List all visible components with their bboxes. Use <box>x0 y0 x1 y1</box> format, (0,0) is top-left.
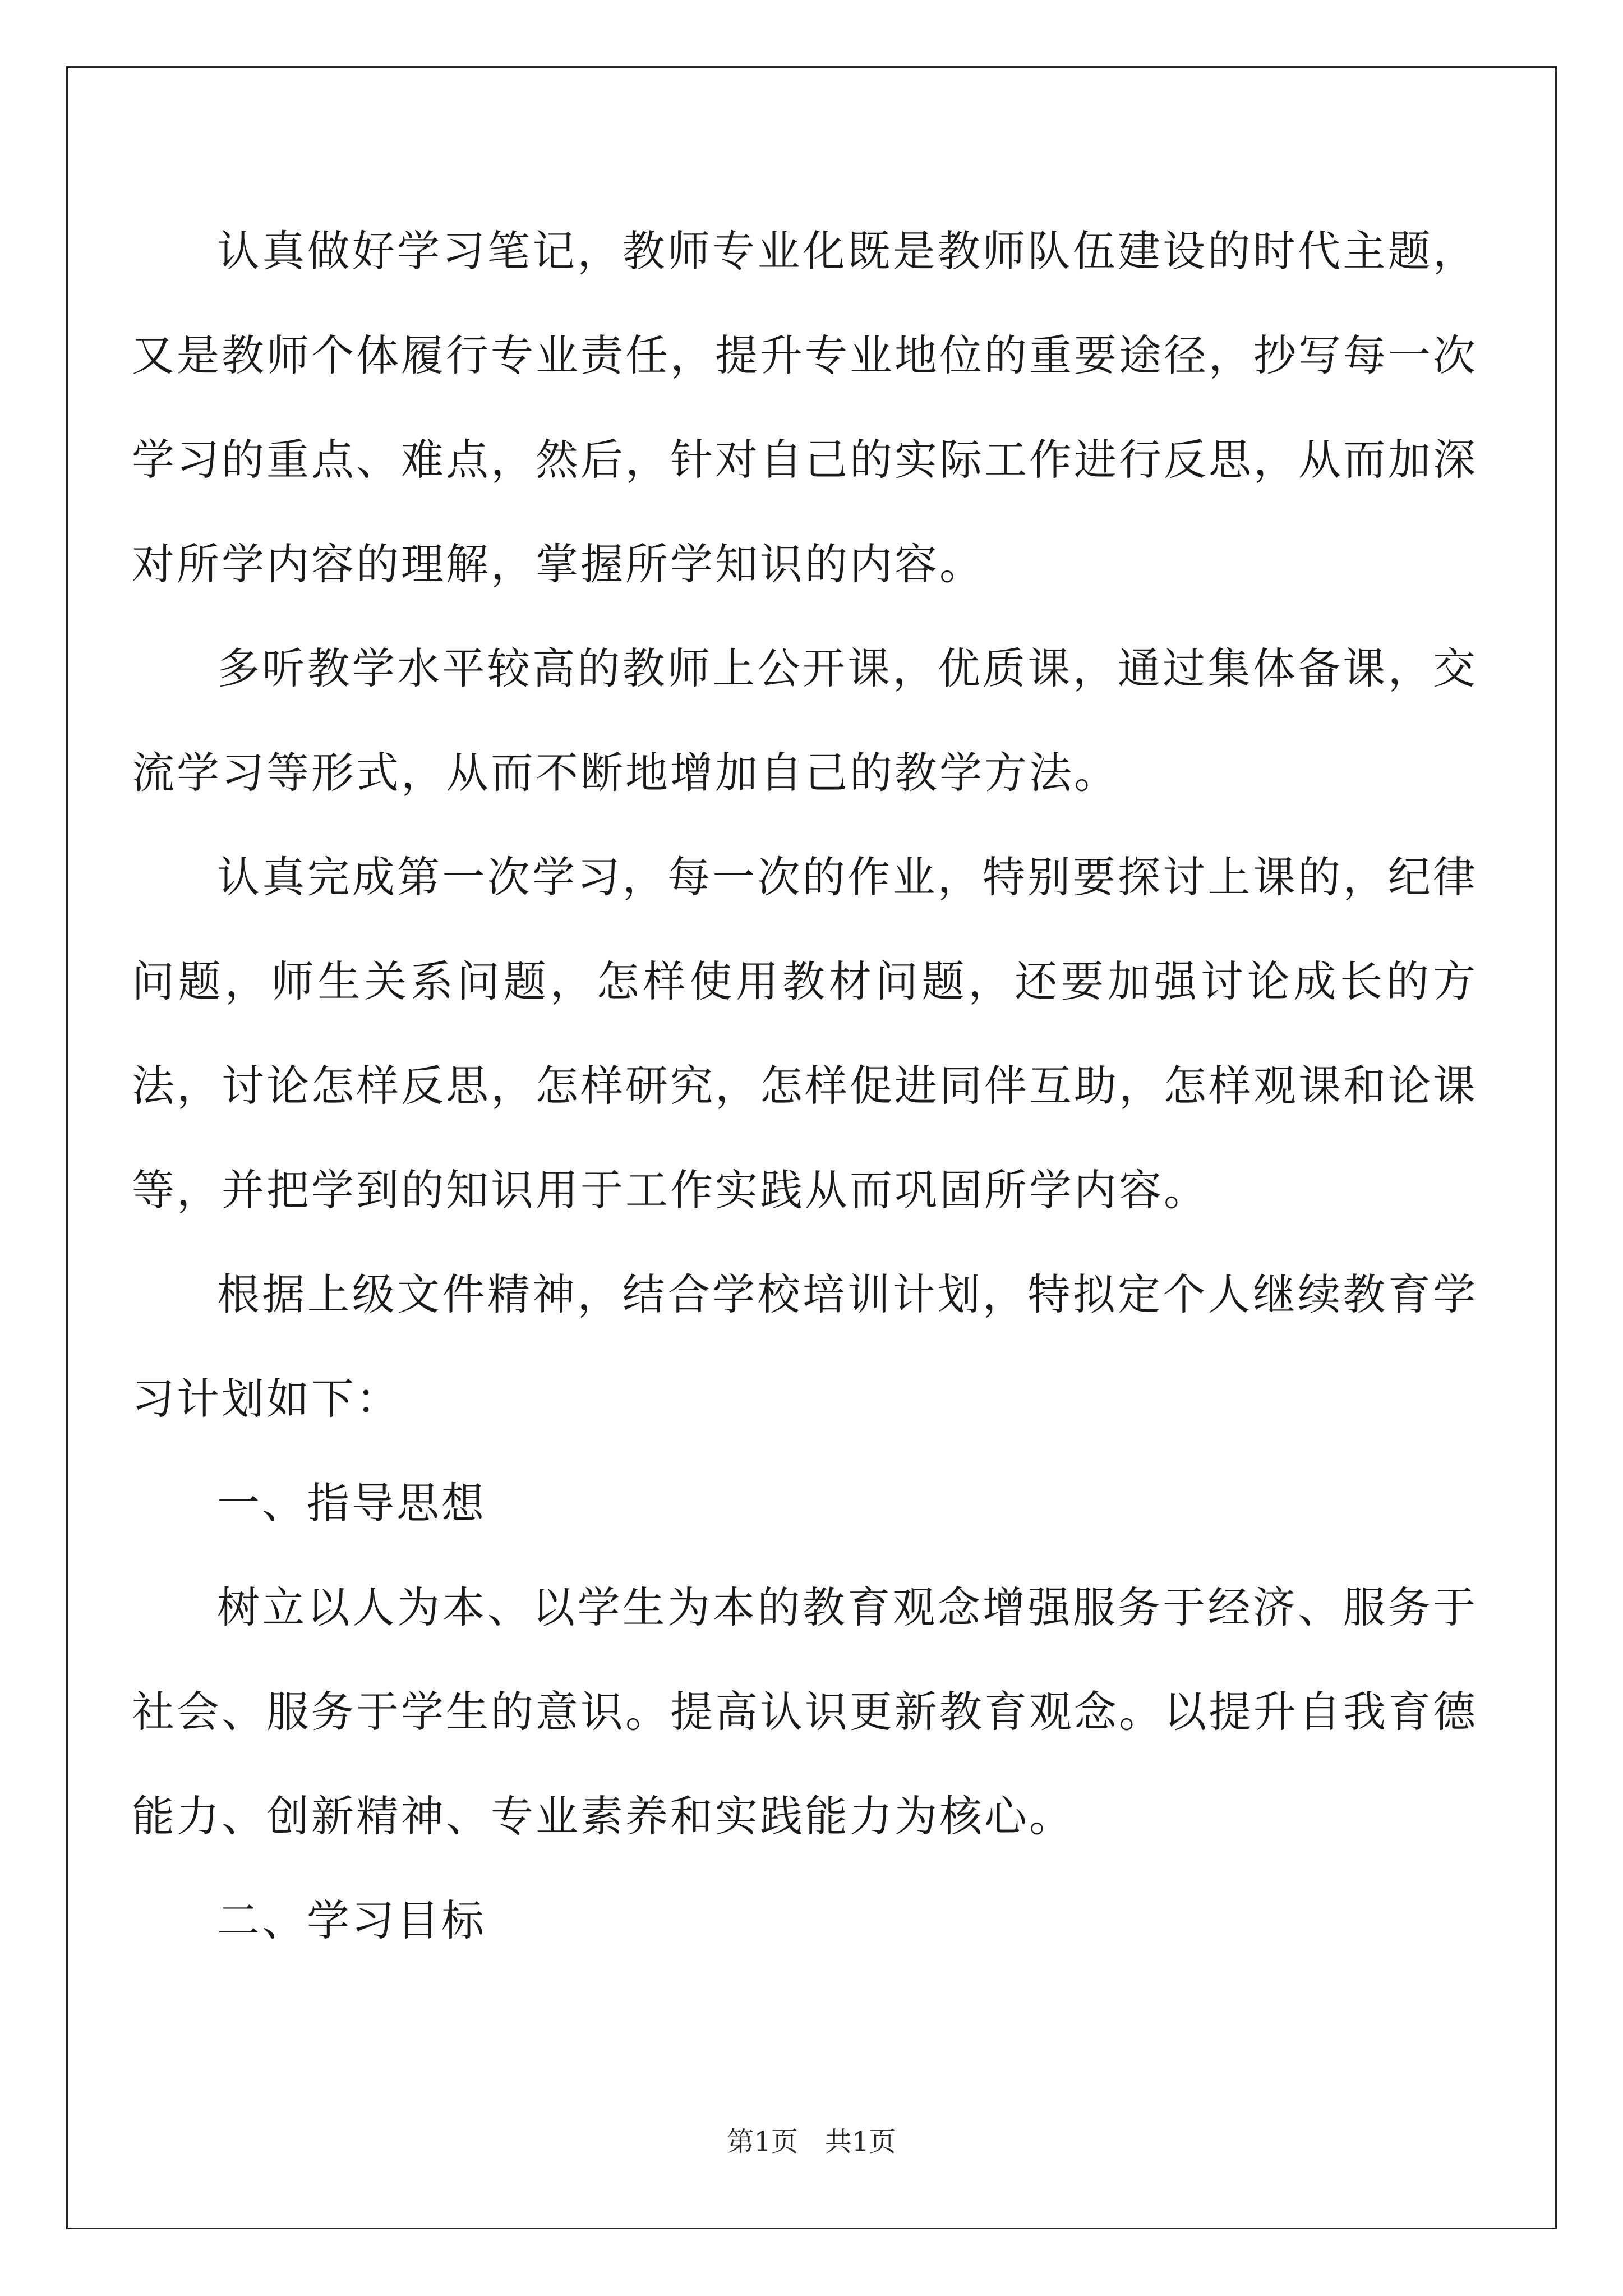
paragraph-guiding-ideology: 树立以人为本、以学生为本的教育观念增强服务于经济、服务于社会、服务于学生的意识。提高认识更新教育观念。以提升自我育德能力、创新精神、专业素养和实践能力为核心。 <box>132 1582 1478 1841</box>
paragraph-study-notes: 认真做好学习笔记，教师专业化既是教师队伍建设的时代主题，又是教师个体履行专业责任，提升专业地位的重要途径，抄写每一次学习的重点、难点，然后，针对自己的实际工作进行反思，从而加深对所学内容的理解，掌握所学知识的内容。 <box>132 226 1478 589</box>
page-number-footer: 第1页 共1页 <box>727 2126 896 2157</box>
section-heading-guiding-ideology: 一、指导思想 <box>217 1478 486 1528</box>
paragraph-attend-classes: 多听教学水平较高的教师上公开课，优质课，通过集体备课，交流学习等形式，从而不断地增加自己的教学方法。 <box>132 643 1478 798</box>
section-heading-learning-goals: 二、学习目标 <box>217 1895 486 1945</box>
paragraph-plan-intro: 根据上级文件精神，结合学校培训计划，特拟定个人继续教育学习计划如下： <box>132 1269 1478 1424</box>
paragraph-complete-study: 认真完成第一次学习，每一次的作业，特别要探讨上课的，纪律问题，师生关系问题，怎样使用教材问题，还要加强讨论成长的方法，讨论怎样反思，怎样研究，怎样促进同伴互助，怎样观课和论课等，并把学到的知识用于工作实践从而巩固所学内容。 <box>132 852 1478 1215</box>
document-body <box>132 199 1478 1973</box>
